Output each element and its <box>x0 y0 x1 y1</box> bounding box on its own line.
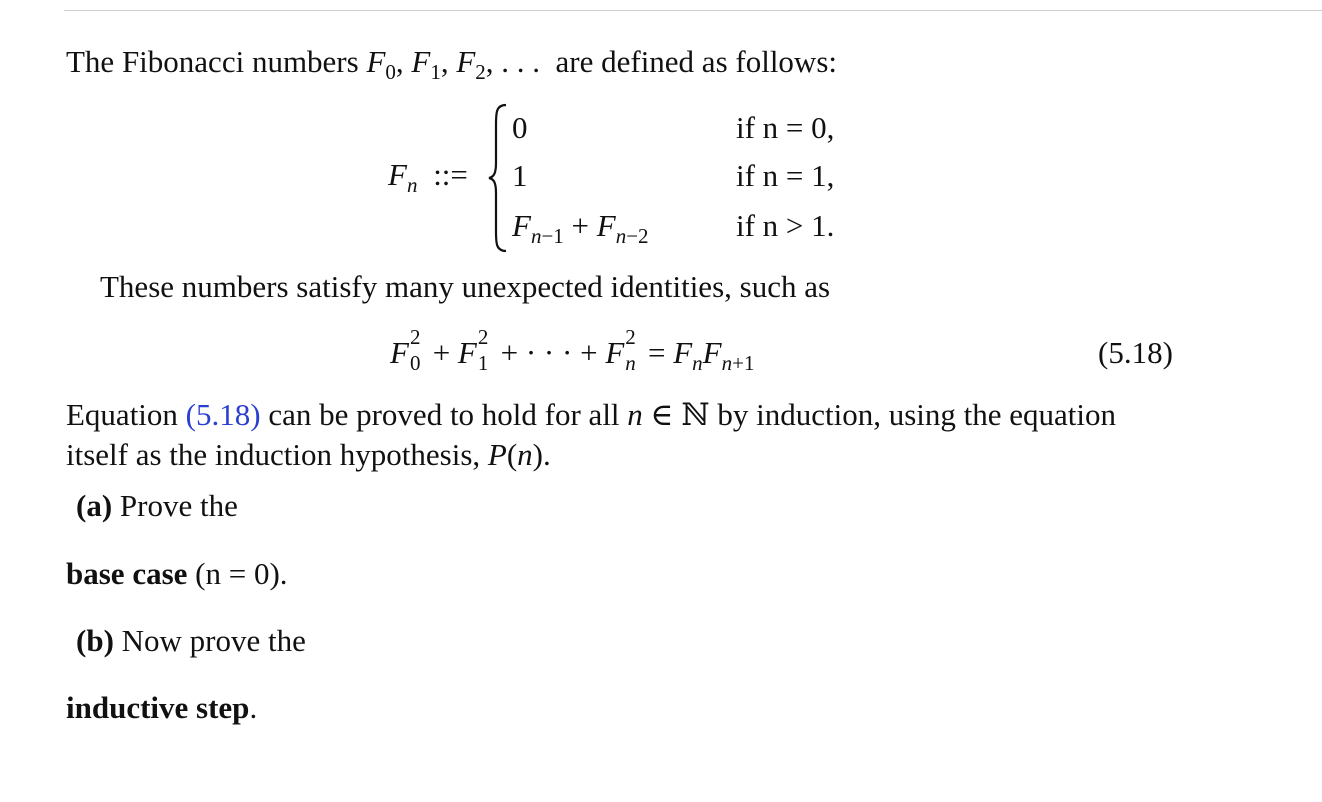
definition-operator: ::= <box>433 157 468 192</box>
proof-line-1: Equation (5.18) can be proved to hold for all n ∈ ℕ by induction, using the equation <box>66 397 1116 432</box>
part-a-followup: base case (n = 0). <box>66 556 288 591</box>
proof-line-2: itself as the induction hypothesis, P(n). <box>66 437 551 472</box>
equation-5-18: F 2 0 + F 2 1 + · · · + F 2 n = $F_nF_{n+1}$ <box>390 325 755 375</box>
part-b-followup: inductive step. <box>66 690 258 725</box>
case-value-0: 0 <box>512 110 528 145</box>
part-b-prompt: (b) Now prove the <box>76 623 306 658</box>
case-condition-1: if n = 1, <box>736 158 835 193</box>
part-a-label: (a) <box>76 488 113 523</box>
equation-reference-link[interactable]: (5.18) <box>185 397 261 432</box>
left-brace-icon <box>488 103 508 253</box>
part-b-label: (b) <box>76 623 114 658</box>
intro-text-before: The Fibonacci numbers <box>66 44 359 79</box>
case-condition-0: if n = 0, <box>736 110 835 145</box>
case-value-2: $F_{n-1} + F_{n-2}$ <box>512 208 649 248</box>
identities-text: These numbers satisfy many unexpected identities, such as <box>100 269 831 304</box>
top-divider <box>64 10 1322 11</box>
intro-line: The Fibonacci numbers $F_0$, $F_1$, $F_2$, . . . are defined as follows: <box>66 44 837 84</box>
definition-lhs: $F_n$ ::= <box>388 157 468 197</box>
intro-text-after: are defined as follows: <box>555 44 837 79</box>
sequence-tail: , . . . <box>485 44 541 79</box>
equation-ellipsis: · · · <box>525 335 573 370</box>
equation-label: (5.18) <box>1098 335 1173 370</box>
part-a-prompt: (a) Prove the <box>76 488 238 523</box>
case-condition-2: if n > 1. <box>736 208 835 243</box>
case-value-1: 1 <box>512 158 528 193</box>
